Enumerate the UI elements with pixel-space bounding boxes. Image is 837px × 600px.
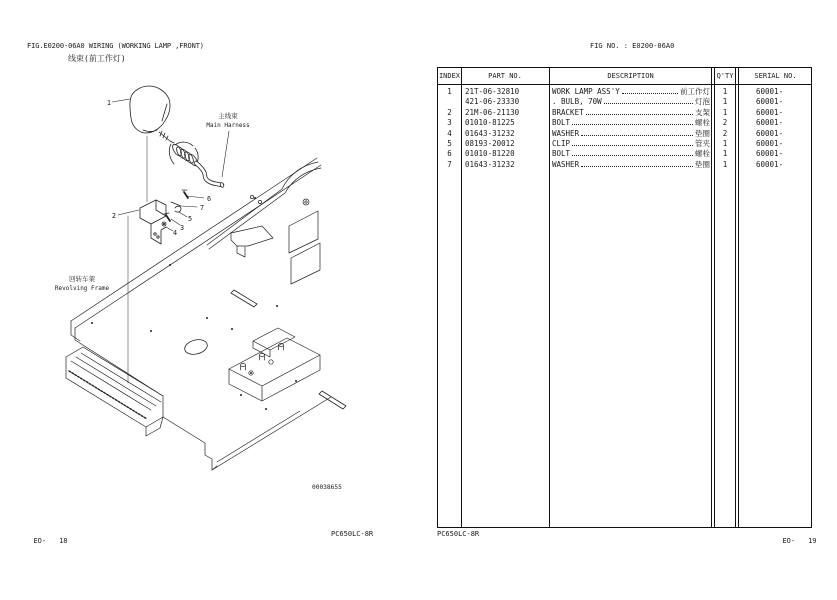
raised-box bbox=[229, 328, 320, 401]
cell-serial-no: 60001- bbox=[756, 149, 784, 159]
cell-part-no: 421-06-23330 bbox=[465, 97, 520, 107]
main-harness-label-cn: 主线束 bbox=[218, 112, 238, 120]
cell-index: 2 bbox=[447, 107, 452, 117]
dot-leader bbox=[622, 93, 678, 94]
access-steps bbox=[66, 347, 163, 436]
footer-code: EO- bbox=[33, 537, 47, 545]
description-cn: 垫圈 bbox=[695, 128, 710, 138]
cell-part-no: 01643-31232 bbox=[465, 159, 515, 169]
callout-6: 6 bbox=[206, 195, 212, 203]
col-header-part-no: PART NO. bbox=[488, 72, 522, 80]
cell-qty: 1 bbox=[722, 149, 728, 159]
cell-description bbox=[552, 87, 710, 97]
dot-leader bbox=[586, 114, 693, 115]
drawing-number: 00038655 bbox=[312, 484, 342, 491]
description-cn: 前工作灯 bbox=[680, 87, 710, 96]
cell-serial-no: 60001- bbox=[756, 159, 784, 169]
cell-index: 4 bbox=[447, 128, 452, 138]
callout-7: 7 bbox=[199, 204, 205, 212]
table-row bbox=[438, 97, 811, 107]
description-en: WASHER bbox=[552, 128, 580, 138]
main-harness-label-en: Main Harness bbox=[206, 122, 250, 129]
cell-part-no: 01643-31232 bbox=[465, 128, 515, 138]
deck-rod-2 bbox=[319, 391, 346, 409]
cell-qty: 1 bbox=[722, 139, 728, 148]
cell-index: 3 bbox=[447, 118, 452, 128]
washer-4-glyph bbox=[162, 222, 166, 226]
description-cn: 灯泡 bbox=[695, 97, 710, 107]
callout-2: 2 bbox=[111, 212, 116, 220]
bolt-3-glyph bbox=[166, 215, 170, 221]
description-cn: 螺栓 bbox=[695, 149, 710, 159]
callout-leaders bbox=[112, 99, 229, 231]
cell-serial-no: 60001- bbox=[756, 107, 784, 117]
table-row bbox=[438, 87, 811, 97]
footer-right-model: PC650LC-8R bbox=[437, 530, 480, 538]
footer-page: 18 bbox=[59, 537, 68, 545]
table-row bbox=[438, 149, 811, 159]
cell-serial-no: 60001- bbox=[756, 139, 784, 148]
cell-index: 1 bbox=[447, 87, 452, 96]
description-en: CLIP bbox=[552, 139, 571, 148]
table-row bbox=[438, 160, 811, 170]
col-header-index: INDEX bbox=[438, 72, 461, 80]
cell-qty: 1 bbox=[722, 87, 728, 96]
cell-qty: 2 bbox=[722, 118, 728, 128]
description-en: . BULB, 70W bbox=[552, 97, 602, 107]
callout-5: 5 bbox=[187, 215, 193, 223]
cell-qty: 1 bbox=[722, 97, 728, 107]
dot-leader bbox=[581, 166, 693, 167]
table-row bbox=[438, 118, 811, 128]
col-header-serial-no: SERIAL NO. bbox=[754, 72, 797, 80]
description-en: BOLT bbox=[552, 118, 571, 128]
cell-serial-no: 60001- bbox=[756, 97, 784, 107]
frame-rail-top bbox=[71, 158, 317, 321]
steps-outline bbox=[66, 347, 163, 427]
description-en: WORK LAMP ASS'Y bbox=[552, 87, 620, 96]
cell-part-no: 21M-06-21130 bbox=[465, 107, 520, 117]
dot-leader bbox=[572, 124, 693, 125]
dot-leader bbox=[572, 145, 693, 146]
cell-part-no: 01010-81220 bbox=[465, 149, 515, 159]
work-lamp-assembly bbox=[130, 86, 174, 143]
harness-tube bbox=[196, 163, 224, 188]
deck-oval-hole bbox=[183, 337, 209, 356]
callout-3: 3 bbox=[179, 224, 185, 232]
dot-leader bbox=[604, 103, 693, 104]
lamp-body-path bbox=[130, 86, 170, 133]
revolving-frame-label-cn: 回转车架 bbox=[69, 275, 95, 283]
description-en: BOLT bbox=[552, 149, 571, 159]
col-header-description: DESCRIPTION bbox=[607, 72, 654, 80]
cell-qty: 2 bbox=[722, 128, 728, 138]
parts-table bbox=[437, 67, 812, 528]
table-row bbox=[438, 139, 811, 149]
cell-serial-no: 60001- bbox=[756, 128, 784, 138]
description-cn: 支架 bbox=[695, 107, 710, 117]
washer-7-glyph bbox=[171, 202, 181, 206]
cell-index: 6 bbox=[447, 149, 452, 159]
mounting-bracket bbox=[140, 200, 166, 244]
description-en: BRACKET bbox=[552, 107, 584, 117]
cell-index: 5 bbox=[447, 139, 452, 148]
cell-description bbox=[552, 97, 710, 107]
clip-5-glyph bbox=[175, 206, 181, 212]
table-row bbox=[438, 108, 811, 118]
footer-page: 19 bbox=[808, 537, 817, 545]
fig-no-label: FIG NO. : E0200-06A0 bbox=[590, 42, 675, 50]
cell-description bbox=[552, 108, 710, 118]
cell-serial-no: 60001- bbox=[756, 118, 784, 128]
cell-description bbox=[552, 149, 710, 159]
footer-left-model: PC650LC-8R bbox=[331, 530, 374, 538]
cell-description bbox=[552, 118, 710, 128]
footer-left-page-number bbox=[25, 529, 68, 545]
bolt-6-glyph bbox=[184, 192, 188, 198]
col-header-qty: Q'TY bbox=[716, 72, 734, 80]
table-row bbox=[438, 129, 811, 139]
frame-rail-bottom bbox=[75, 165, 321, 328]
figure-title-cn: 线束(前工作灯) bbox=[68, 54, 126, 63]
description-cn: 螺栓 bbox=[695, 118, 710, 128]
footer-right-page-number bbox=[774, 529, 817, 545]
cell-part-no: 01010-81225 bbox=[465, 118, 515, 128]
cell-serial-no: 60001- bbox=[756, 87, 784, 96]
cell-description bbox=[552, 139, 710, 149]
cell-part-no: 21T-06-32810 bbox=[465, 87, 520, 96]
cell-index: 7 bbox=[447, 159, 452, 169]
dot-leader bbox=[572, 155, 693, 156]
description-en: WASHER bbox=[552, 159, 580, 169]
callout-1: 1 bbox=[106, 99, 111, 107]
side-panels bbox=[231, 195, 320, 284]
dot-leader bbox=[581, 135, 693, 136]
deck-rod-1 bbox=[231, 290, 257, 307]
cell-qty: 1 bbox=[722, 107, 728, 117]
revolving-frame-label-en: Revolving Frame bbox=[54, 285, 110, 292]
footer-code: EO- bbox=[782, 537, 796, 545]
table-header-rule bbox=[438, 84, 811, 85]
cell-part-no: 08193-20012 bbox=[465, 139, 515, 148]
cell-description bbox=[552, 160, 710, 170]
callout-4: 4 bbox=[172, 229, 178, 237]
cell-qty: 1 bbox=[722, 159, 728, 169]
description-cn: 管夹 bbox=[695, 139, 710, 148]
figure-title-en: FIG.E0200-06A0 WIRING (WORKING LAMP ,FRONT) bbox=[27, 42, 204, 50]
cell-description bbox=[552, 129, 710, 139]
description-cn: 垫圈 bbox=[695, 159, 710, 169]
